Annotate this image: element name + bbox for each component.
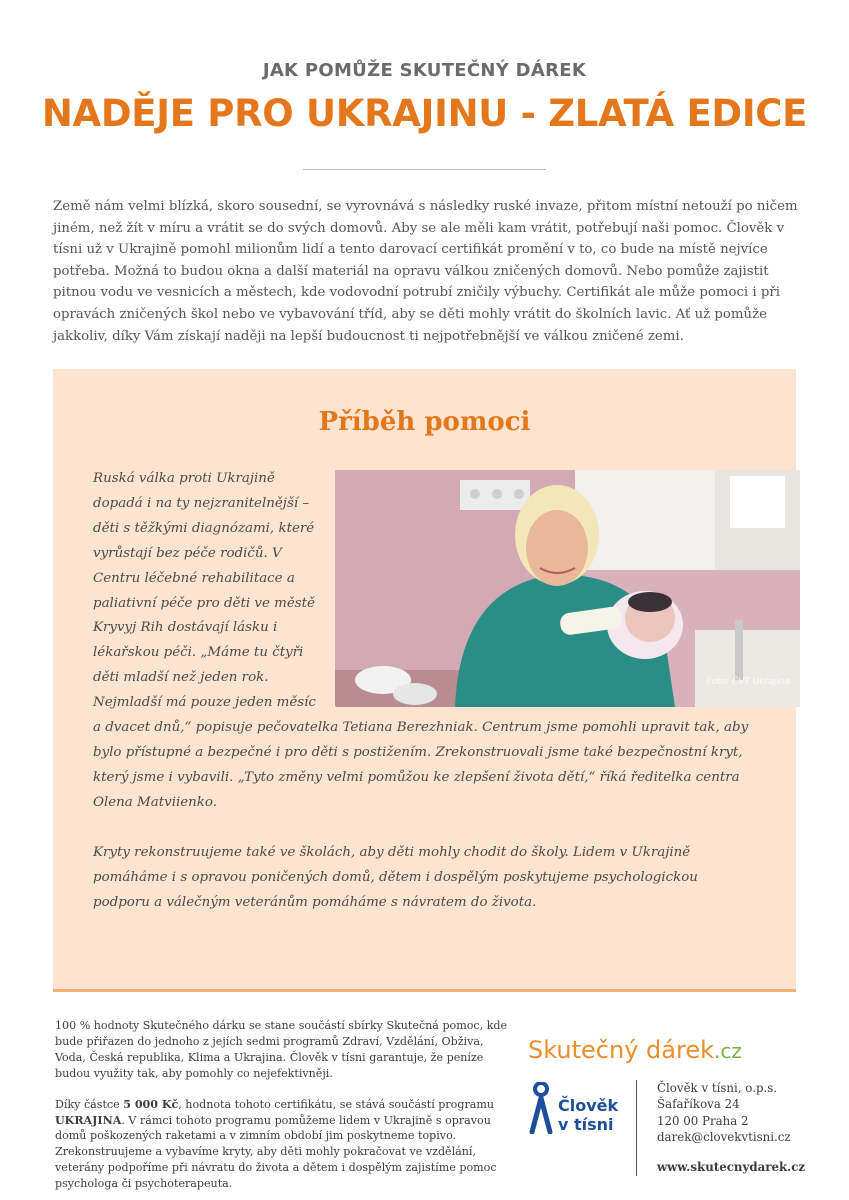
clovek-v-tisni-logo: Člověk v tísni — [528, 1080, 628, 1136]
page-title: NADĚJE PRO UKRAJINU - ZLATÁ EDICE — [41, 92, 808, 135]
contact-email[interactable]: darek@clovekvtisni.cz — [657, 1130, 791, 1145]
brand-logo: Skutečný dárek.cz — [528, 1036, 742, 1064]
intro-paragraph: Země nám velmi blízká, skoro sousední, se vyrovnává s následky ruské invaze, přitom místní netouží po ničem jiném, než žít v míru a vrátit se do svých domovů. Aby se ale měli kam vrátit, potřebují naši pomoc. Člověk v tísni už v Ukrajině pomohl milionům lidí a tento darovací certifikát promění v to, co bude na místě nejvíce potřeba. Možná to budou okna a další materiál na opravu válkou zničených domovů. Nebo pomůže zajistit pitnou vodu ve vesnicích a městech, kde vodovodní potrubí zničily výbuchy. Certifikát ale může pomoci i při opravách zničených škol nebo ve vybavování tříd, aby se děti mohly vrátit do školních lavic. Ať už pomůže jakkoliv, díky Vám získají naději na lepší budoucnost ti nejpotřebnější ve válkou zničené zemi. — [53, 199, 798, 344]
program-name: UKRAJINA — [55, 1113, 122, 1127]
page-subtitle: JAK POMŮŽE SKUTEČNÝ DÁREK — [262, 60, 587, 81]
footer-paragraph-2: Díky částce 5 000 Kč, hodnota tohoto certifikátu, se stává součástí programu UKRAJINA. V rámci tohoto programu pomůžeme lidem v Ukrajině s opravou domů poškozených raketami a v zimním období jim poskytneme topivo. Zrekonstruujeme a vybavíme kryty, aby děti mohly pokračovat ve vzdělání, veterány podpoříme při návratu do života a dětem i dospělým zajistíme pomoc psychologa či psychoterapeuta. — [55, 1097, 497, 1191]
story-paragraph-1: Ruská válka proti Ukrajině dopadá i na ty nejzranitelnější – děti s těžkými diagnózami, které vyrůstají bez péče rodičů. V Centru léčebné rehabilitace a paliativní péče pro děti ve městě Kryvyj Rih dostávají lásku i lékařskou péči. „Máme tu čtyři děti mladší než jeden rok. Nejmladší má pouze jeden měsíc a dvacet dnů,“ popisuje pečovatelka Tetiana Berezhniak. Centrum jsme pomohli upravit tak, aby bylo přístupné a bezpečné i pro děti s postižením. Zrekonstruovali jsme také bezpečnostní kryt, který jsme i vybavili. „Tyto změny velmi pomůžou ke zlepšení života dětí,“ říká ředitelka centra Olena Matviienko. — [93, 471, 749, 810]
person-icon — [528, 1082, 554, 1134]
story-box — [53, 369, 796, 992]
story-photo — [335, 470, 800, 707]
contact-address: Člověk v tísni, o.p.s. Šafaříkova 24 120 00 Praha 2 darek@clovekvtisni.cz — [657, 1081, 791, 1145]
footer-text — [55, 1018, 515, 1192]
footer-paragraph-1: 100 % hodnoty Skutečného dárku se stane součástí sbírky Skutečná pomoc, kde bude přiřazen do jednoho z jejích sedmi programů Zdraví, Vzdělání, Obživa, Voda, Česká republika, Klima a Ukrajina. Člověk v tísni garantuje, že peníze budou využity tak, aby pomohly co nejefektivněji. — [55, 1019, 508, 1080]
title-divider — [303, 169, 546, 170]
footer-divider — [636, 1080, 637, 1176]
photo-credit: Foto: ČVT Ukrajina — [706, 677, 790, 688]
certificate-amount: 5 000 Kč — [123, 1097, 179, 1111]
website-link[interactable]: www.skutecnydarek.cz — [657, 1160, 806, 1174]
story-text — [93, 467, 790, 915]
story-paragraph-2: Kryty rekonstruujeme také ve školách, aby děti mohly chodit do školy. Lidem v Ukrajině pomáháme i s opravou poničených domů, dětem i dospělým poskytujeme psychologickou podporu a válečným veteránům pomáháme s návratem do života. — [93, 844, 698, 910]
story-heading: Příběh pomoci — [318, 407, 531, 437]
